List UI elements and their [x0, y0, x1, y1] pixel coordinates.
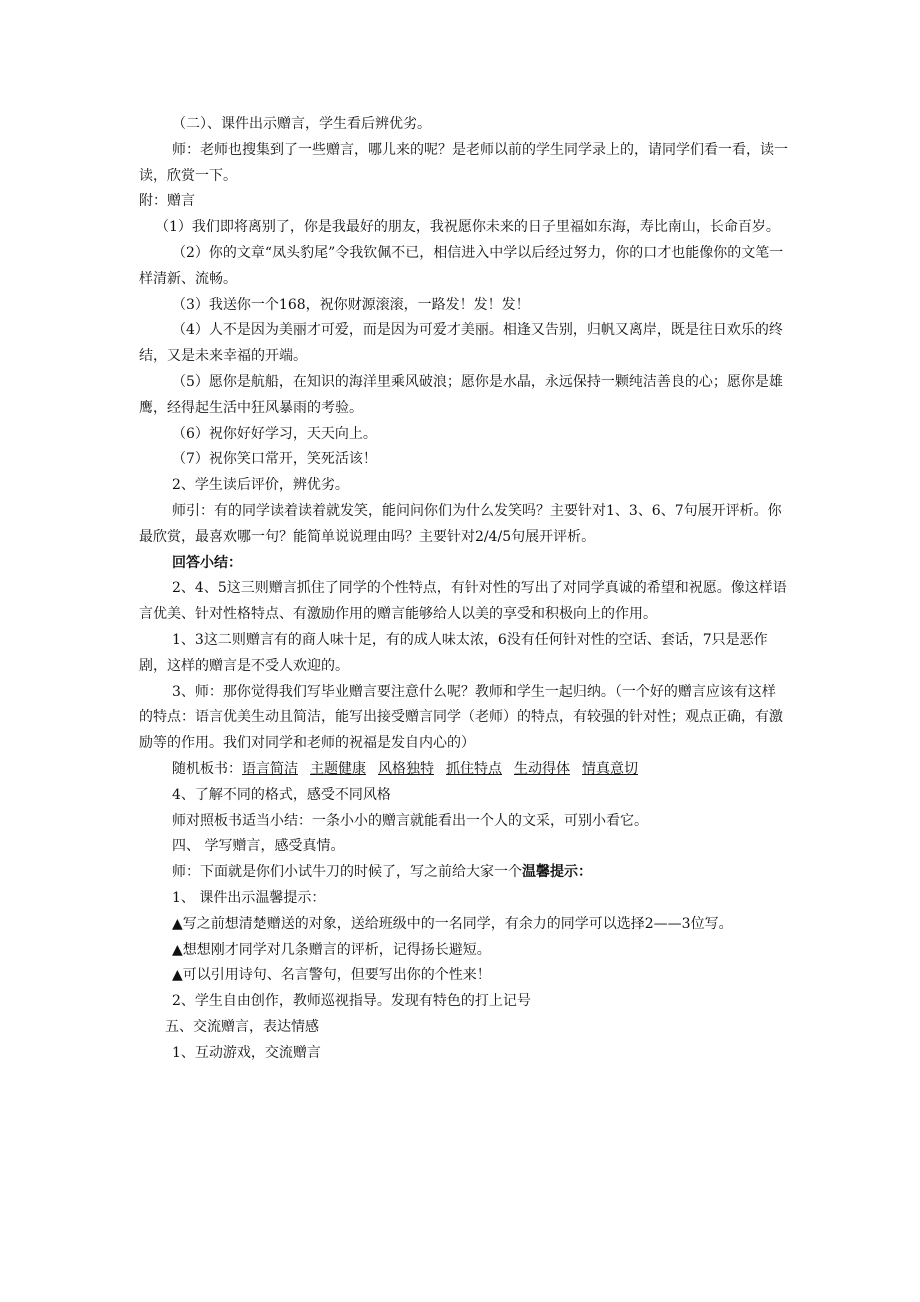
farewell-quote-5: （5）愿你是航船，在知识的海洋里乘风破浪；愿你是水晶，永远保持一颗纯洁善良的心；愿你是雄鹰，经得起生活中狂风暴雨的考验。: [139, 373, 783, 416]
tip-step-2: 2、学生自由创作，教师巡视指导。发现有特色的打上记号: [172, 993, 531, 1010]
teacher-board-summary: 师对照板书适当小结：一条小小的赠言就能看出一个人的文采，可别小看它。: [172, 812, 648, 829]
summary-good-quotes: 2、4、5这三则赠言抓住了同学的个性特点，有针对性的写出了对同学真诚的希望和祝愿。像这样语言优美、针对性格特点、有激励作用的赠言能够给人以美的享受和积极向上的作用。: [139, 580, 787, 623]
board-term-1: 语言简洁: [242, 760, 298, 777]
teacher-guide-paragraph: 师引：有的同学读着读着就发笑，能问问你们为什么发笑吗？主要针对1、3、6、7句展开评析。你最欣赏，最喜欢哪一句？能简单说说理由吗？主要针对2/4/5句展开评析。: [139, 502, 782, 545]
teacher-tip-text: 师：下面就是你们小试牛刀的时候了，写之前给大家一个: [172, 864, 522, 881]
farewell-quote-6: （6）祝你好好学习，天天向上。: [172, 425, 377, 442]
tip-step-1: 1、 课件出示温馨提示：: [172, 889, 326, 906]
board-term-5: 生动得体: [514, 760, 570, 777]
document-body: [139, 112, 789, 1066]
tip-bullet-2: ▲想想刚才同学对几条赠言的评析，记得扬长避短。: [172, 941, 491, 958]
board-term-4: 抓住特点: [446, 760, 502, 777]
warm-tip-label: 温馨提示：: [522, 864, 592, 881]
summary-bad-quotes: 1、3这二则赠言有的商人味十足，有的成人味太浓，6没有任何针对性的空话、套话，7只是恶作剧，这样的赠言是不受人欢迎的。: [139, 631, 768, 674]
farewell-quote-1: （1）我们即将离别了，你是我最好的朋友，我祝愿你未来的日子里福如东海，寿比南山，长命百岁。: [155, 219, 780, 236]
tip-bullet-1: ▲写之前想清楚赠送的对象，送给班级中的一名同学，有余力的同学可以选择2——3位写。: [172, 915, 733, 932]
section-heading-4: 四、 学写赠言，感受真情。: [172, 838, 345, 855]
step-1-game: 1、互动游戏，交流赠言: [172, 1044, 321, 1061]
step-3-notes: 3、师：那你觉得我们写毕业赠言要注意什么呢？教师和学生一起归纳。（一个好的赠言应该有这样的特点：语言优美生动且简洁，能写出接受赠言同学（老师）的特点，有较强的针对性；观点正确，有激励等的作用。我们对同学和老师的祝福是发自内心的）: [139, 683, 783, 752]
farewell-quote-3: （3）我送你一个168，祝你财源滚滚，一路发！发！发！: [172, 296, 530, 313]
board-term-6: 情真意切: [582, 760, 638, 777]
farewell-quote-7: （7）祝你笑口常开，笑死活该！: [172, 451, 377, 468]
step-2-evaluate: 2、学生读后评价，辨优劣。: [172, 477, 349, 494]
board-notes-line: [139, 757, 789, 783]
summary-heading: 回答小结：: [172, 554, 242, 571]
section-heading-2: （二）、课件出示赠言，学生看后辨优劣。: [172, 116, 431, 132]
board-term-3: 风格独特: [378, 760, 434, 777]
farewell-quote-4: （4）人不是因为美丽才可爱，而是因为可爱才美丽。相逢又告别，归帆又离岸，既是往日欢乐的终结，又是未来幸福的开端。: [139, 322, 783, 365]
board-notes-label: 随机板书：: [172, 760, 242, 777]
appendix-label: 附：赠言: [139, 193, 195, 210]
farewell-quote-2: （2）你的文章“凤头豹尾”令我钦佩不已，相信进入中学以后经过努力，你的口才也能像你的文笔一样清新、流畅。: [139, 244, 784, 287]
step-4-formats: 4、了解不同的格式，感受不同风格: [172, 786, 391, 803]
tip-bullet-3: ▲可以引用诗句、名言警句，但要写出你的个性来！: [172, 967, 491, 984]
board-term-2: 主题健康: [310, 760, 366, 777]
teacher-intro-paragraph: 师：老师也搜集到了一些赠言，哪儿来的呢？是老师以前的学生同学录上的，请同学们看一看，读一读，欣赏一下。: [139, 141, 788, 184]
teacher-tip-intro: [139, 860, 789, 886]
section-heading-5: 五、交流赠言，表达情感: [165, 1018, 319, 1035]
